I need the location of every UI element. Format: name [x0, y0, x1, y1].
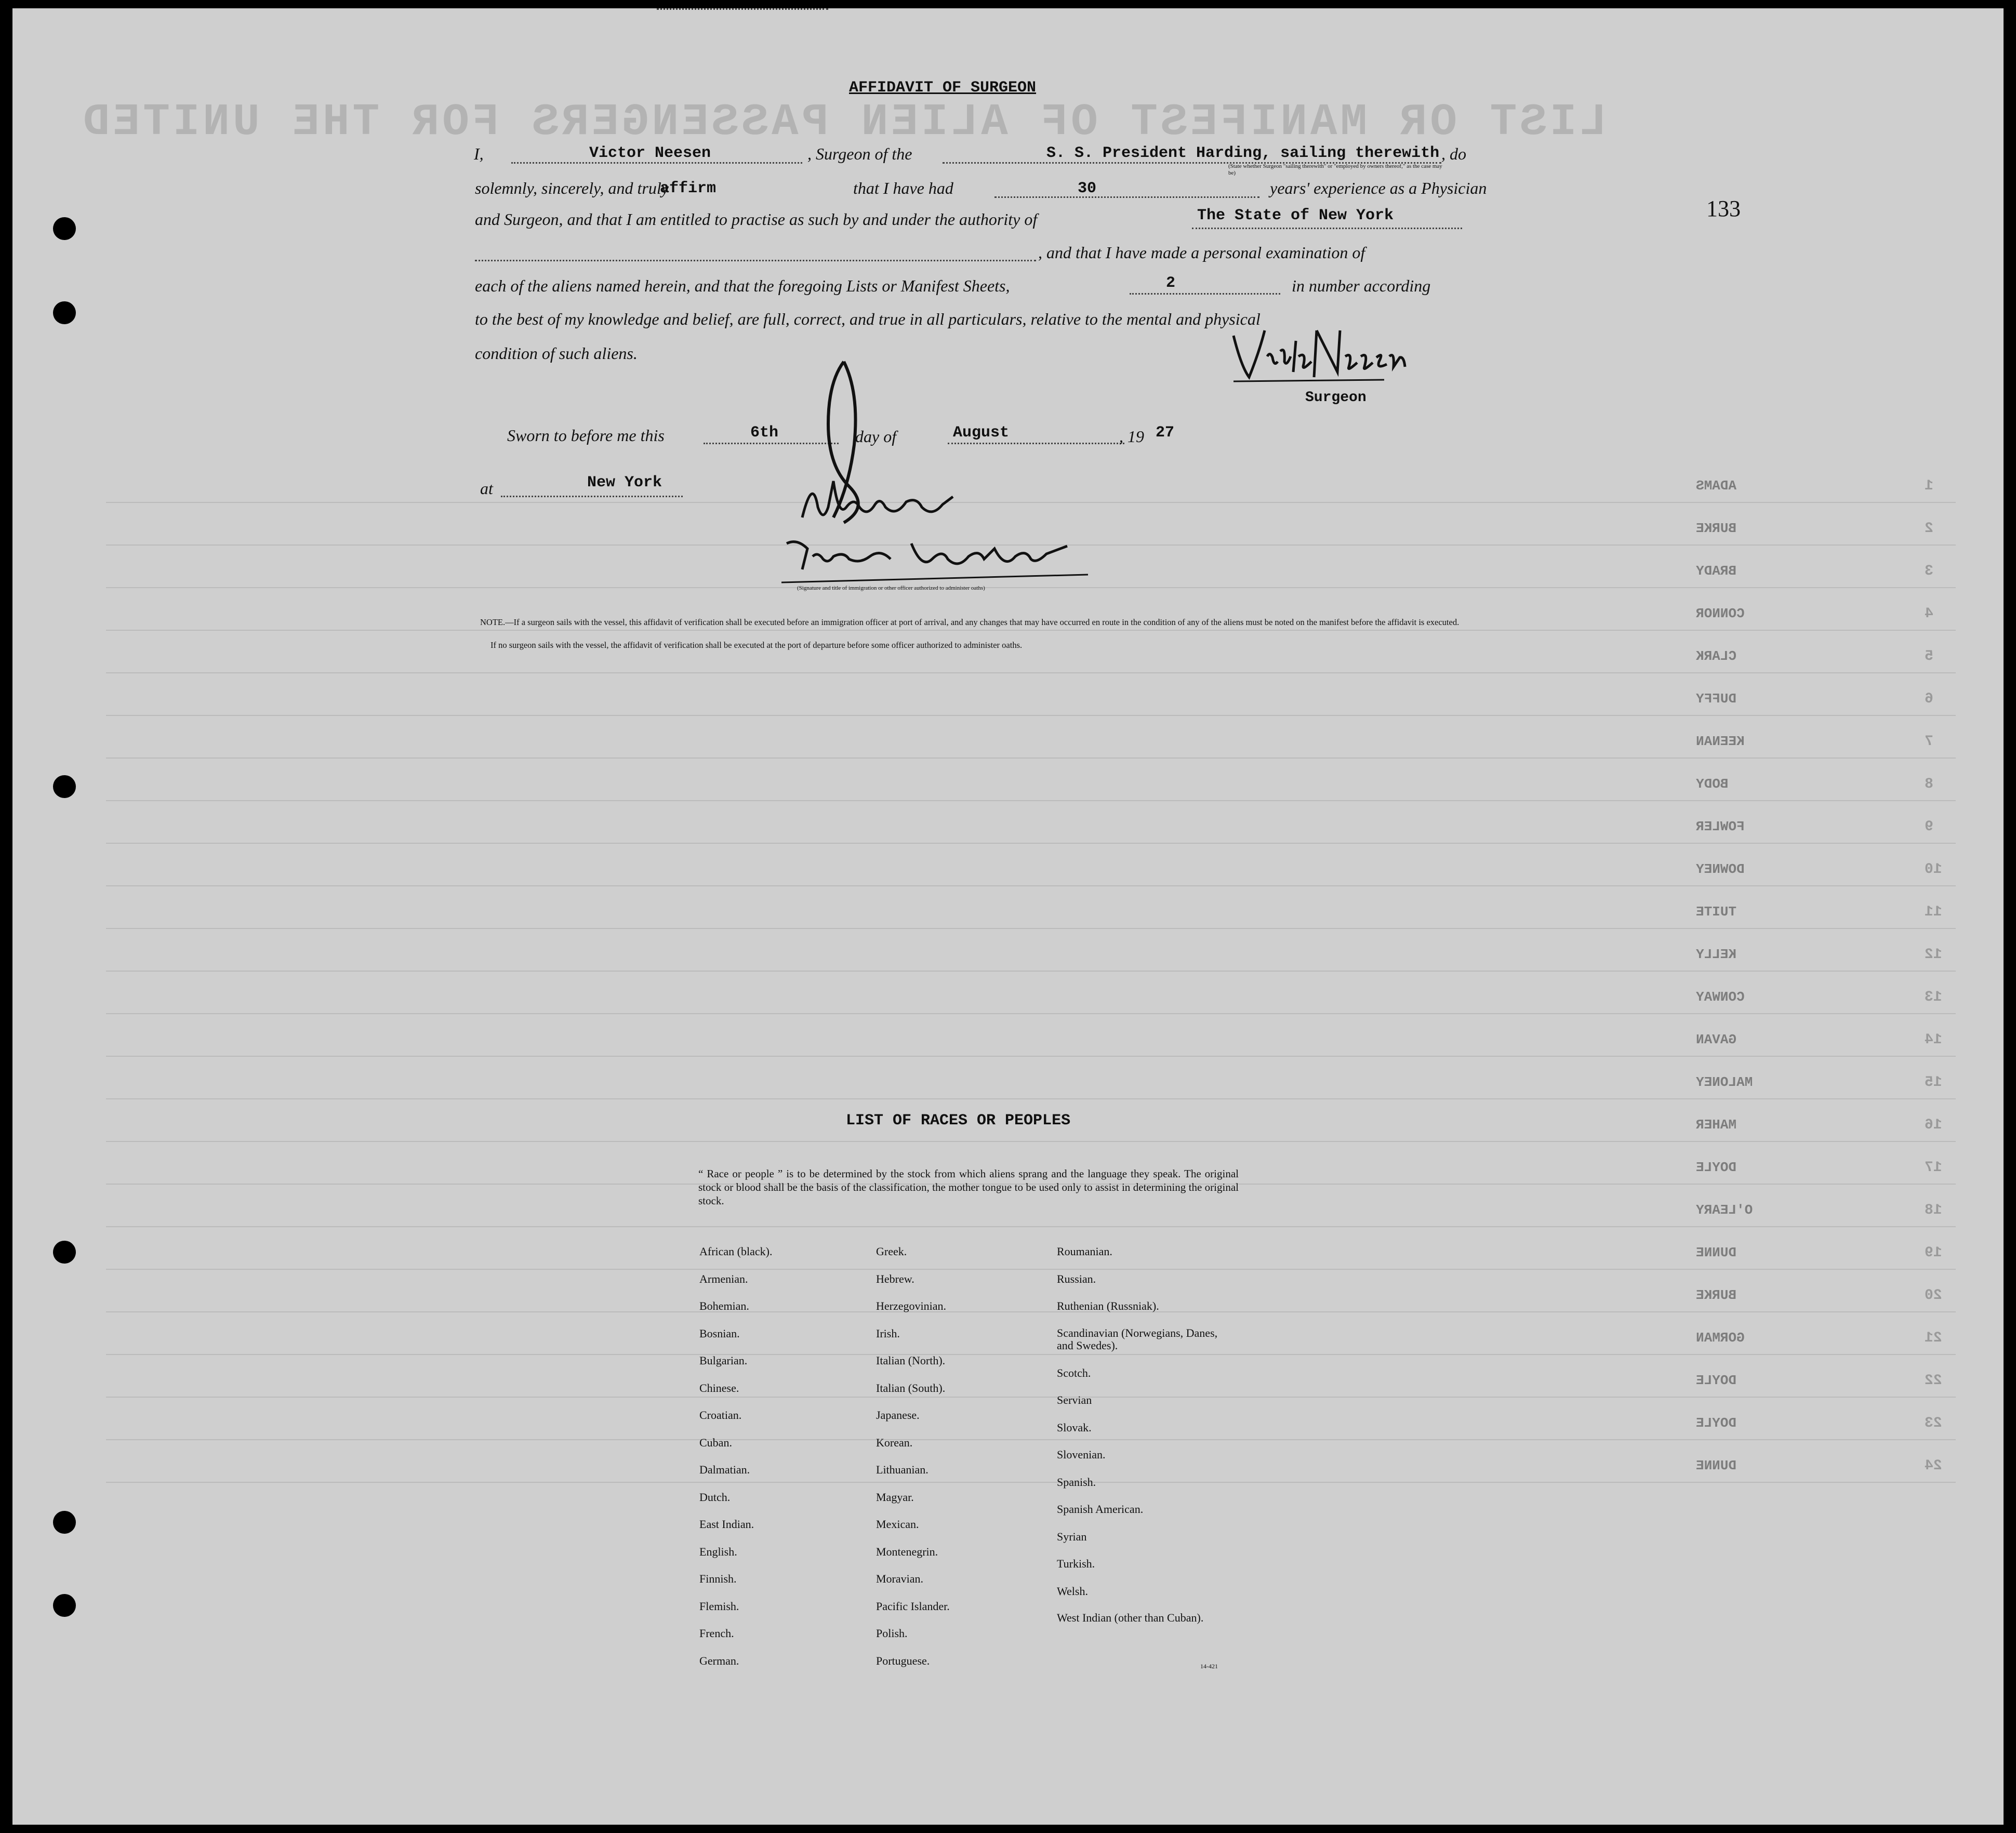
sworn-year-prefix: , 19 — [1119, 427, 1144, 446]
race-item: Roumanian. — [1057, 1245, 1112, 1258]
affidavit-line3-prefix: and Surgeon, and that I am entitled to practise as such by and under the authority of — [475, 210, 1038, 229]
bleed-row-surname: DUNNE — [1696, 1458, 1737, 1473]
race-item: Lithuanian. — [876, 1463, 929, 1476]
bleed-row-number: 2 — [1925, 521, 1933, 537]
sworn-year-suffix: 27 — [1156, 424, 1175, 442]
race-item: Portuguese. — [876, 1654, 930, 1667]
bleed-row-surname: FOWLER — [1696, 819, 1745, 834]
bleed-row-number: 12 — [1925, 947, 1942, 963]
race-item: Irish. — [876, 1326, 900, 1340]
vessel-name: S. S. President Harding, sailing therewith — [1046, 144, 1440, 162]
affidavit-line5-prefix: each of the aliens named herein, and that the foregoing Lists or Manifest Sheets, — [475, 276, 1010, 295]
bleed-row-rule — [106, 1098, 1956, 1099]
manifest-page — [12, 8, 2004, 1825]
race-item: Mexican. — [876, 1518, 919, 1531]
bleed-row-surname: DOWNEY — [1696, 861, 1745, 877]
bleed-row-surname: BURKE — [1696, 521, 1737, 536]
bleed-row-number: 24 — [1925, 1458, 1942, 1474]
race-item: Dutch. — [699, 1490, 731, 1504]
sworn-month: August — [953, 424, 1010, 442]
race-item: Finnish. — [699, 1572, 737, 1585]
bleed-row-surname: CONWAY — [1696, 989, 1745, 1005]
sworn-prefix: Sworn to before me this — [507, 426, 665, 445]
underline — [1192, 228, 1462, 229]
binder-hole — [53, 1594, 76, 1617]
race-item: Bulgarian. — [699, 1354, 748, 1367]
licensing-authority: The State of New York — [1197, 207, 1394, 224]
bleed-row-rule — [106, 1056, 1956, 1057]
bleed-row-rule — [106, 971, 1956, 972]
affidavit-line4: , and that I have made a personal examination of — [1038, 243, 1365, 262]
affidavit-note2: If no surgeon sails with the vessel, the affidavit of verification shall be executed at the port of departure before some officer authorized to administer oaths. — [490, 640, 1023, 650]
underline — [994, 196, 1259, 198]
bleed-row-surname: DUFFY — [1696, 691, 1737, 707]
affidavit-line7: condition of such aliens. — [475, 344, 638, 363]
bleed-row-surname: KELLY — [1696, 947, 1737, 962]
bleed-row-rule — [106, 1354, 1956, 1355]
bleed-row-surname: DOYLE — [1696, 1373, 1737, 1388]
official-signature-caption: (Signature and title of immigration or other officer authorized to administer oaths) — [797, 585, 985, 591]
race-item: Ruthenian (Russniak). — [1057, 1299, 1159, 1312]
bleed-row-rule — [106, 1226, 1956, 1227]
binder-hole — [53, 301, 76, 324]
surgeon-signature — [1228, 320, 1415, 388]
bleed-row-surname: CONNOR — [1696, 606, 1745, 621]
race-item: Welsh. — [1057, 1584, 1088, 1598]
race-item: French. — [699, 1627, 734, 1640]
bleed-row-surname: GAVAN — [1696, 1032, 1737, 1047]
affidavit-line1-mid: , Surgeon of the — [807, 144, 912, 163]
sworn-place: New York — [587, 474, 662, 492]
underline — [475, 260, 1036, 261]
surgeon-name: Victor Neesen — [589, 144, 711, 162]
bleed-row-number: 21 — [1925, 1330, 1942, 1346]
bleed-row-number: 6 — [1925, 691, 1933, 707]
race-item: Scotch. — [1057, 1366, 1091, 1379]
bleed-row-rule — [106, 672, 1956, 673]
race-item: Korean. — [876, 1436, 913, 1449]
surgeon-signature-label: Surgeon — [1305, 390, 1367, 406]
race-item: Spanish. — [1057, 1475, 1096, 1489]
bleed-row-rule — [106, 1397, 1956, 1398]
bleed-row-number: 8 — [1925, 776, 1933, 792]
bleed-row-rule — [106, 843, 1956, 844]
race-item: Chinese. — [699, 1381, 739, 1394]
bleed-row-number: 13 — [1925, 989, 1942, 1005]
race-item: Dalmatian. — [699, 1463, 750, 1476]
bleed-row-number: 4 — [1925, 606, 1933, 622]
bleed-row-number: 11 — [1925, 904, 1942, 920]
race-item: English. — [699, 1545, 737, 1558]
affidavit-line2-mid: that I have had — [853, 179, 953, 197]
race-item: Slovenian. — [1057, 1448, 1106, 1461]
bleed-row-number: 7 — [1925, 734, 1933, 750]
underline — [501, 496, 683, 497]
affidavit-line1-suffix: , do — [1441, 144, 1466, 163]
race-item: Servian — [1057, 1393, 1092, 1406]
race-item: Moravian. — [876, 1572, 924, 1585]
race-item: Cuban. — [699, 1436, 732, 1449]
affidavit-title: AFFIDAVIT OF SURGEON — [849, 79, 1037, 97]
bleed-row-surname: O'LEARY — [1696, 1202, 1753, 1218]
bleed-row-rule — [106, 1013, 1956, 1014]
bleed-through-header: LIST OR MANIFEST OF ALIEN PASSENGERS FOR THE UNITED — [80, 97, 1607, 148]
race-item: Italian (South). — [876, 1381, 946, 1394]
at-prefix: at — [480, 479, 493, 498]
race-item: Bosnian. — [699, 1326, 740, 1340]
race-item: Japanese. — [876, 1409, 920, 1422]
bleed-row-number: 17 — [1925, 1160, 1942, 1176]
bleed-row-surname: GORMAN — [1696, 1330, 1745, 1346]
bleed-row-surname: BRADY — [1696, 563, 1737, 579]
bleed-row-number: 14 — [1925, 1032, 1942, 1048]
race-item: Syrian — [1057, 1530, 1087, 1543]
races-title: LIST OF RACES OR PEOPLES — [846, 1112, 1071, 1130]
manifest-sheet-count: 2 — [1166, 274, 1176, 292]
race-item: Armenian. — [699, 1272, 748, 1285]
affidavit-line1-prefix: I, — [474, 144, 484, 163]
bleed-row-surname: MALONEY — [1696, 1074, 1753, 1090]
affidavit-note1: NOTE.—If a surgeon sails with the vessel, this affidavit of verification shall be executed before an immigration officer at port of arrival, and any changes that may have occurred en route in the condition of any of the aliens must be noted on the manifest before the affidavit is executed. — [480, 617, 1460, 627]
races-intro: “ Race or people ” is to be determined by the stock from which aliens sprang and the language they speak. The original stock or blood shall be the basis of the classification, the mother tongue to be used only to assist in determining the original stock. — [698, 1167, 1239, 1207]
surgeon-status-note: (State whether Surgeon "sailing therewith" or "employed by owners thereof," as the case may be) — [1228, 163, 1442, 176]
binder-hole — [53, 217, 76, 240]
bleed-row-number: 16 — [1925, 1117, 1942, 1133]
race-item: Pacific Islander. — [876, 1599, 950, 1613]
bleed-row-surname: ADAMS — [1696, 478, 1737, 494]
years-experience: 30 — [1078, 180, 1097, 197]
bleed-row-number: 15 — [1925, 1074, 1942, 1091]
race-item: East Indian. — [699, 1518, 754, 1531]
oath-verb: affirm — [660, 180, 717, 197]
bleed-row-number: 3 — [1925, 563, 1933, 579]
binder-hole — [53, 1511, 76, 1534]
binder-hole — [53, 1241, 76, 1264]
race-item: Turkish. — [1057, 1557, 1095, 1570]
bleed-row-number: 22 — [1925, 1373, 1942, 1389]
binder-hole — [53, 775, 76, 798]
bleed-row-number: 23 — [1925, 1415, 1942, 1431]
race-item: Slovak. — [1057, 1420, 1092, 1434]
race-item: Russian. — [1057, 1272, 1096, 1285]
affidavit-line2-suffix: years' experience as a Physician — [1270, 179, 1487, 197]
bleed-row-rule — [106, 885, 1956, 886]
race-item: Croatian. — [699, 1409, 742, 1422]
race-item: Italian (North). — [876, 1354, 946, 1367]
bleed-row-surname: BURKE — [1696, 1287, 1737, 1303]
bleed-row-rule — [106, 1311, 1956, 1312]
bleed-row-number: 10 — [1925, 861, 1942, 878]
bleed-row-rule — [106, 1141, 1956, 1142]
underline — [511, 162, 802, 164]
race-item: Spanish American. — [1057, 1503, 1144, 1516]
sworn-mid: day of — [855, 427, 897, 446]
race-item: African (black). — [699, 1245, 773, 1258]
race-item: West Indian (other than Cuban). — [1057, 1611, 1204, 1624]
bleed-row-surname: DUNNE — [1696, 1245, 1737, 1260]
affidavit-line6: to the best of my knowledge and belief, are full, correct, and true in all particulars, relative to the mental and physical — [475, 310, 1261, 328]
bleed-row-number: 18 — [1925, 1202, 1942, 1218]
bleed-row-rule — [106, 758, 1956, 759]
underline — [657, 8, 828, 10]
bleed-row-rule — [106, 715, 1956, 716]
bleed-row-rule — [106, 1269, 1956, 1270]
sworn-day: 6th — [750, 424, 779, 442]
race-item: Polish. — [876, 1627, 908, 1640]
bleed-row-number: 1 — [1925, 478, 1933, 494]
bleed-row-rule — [106, 630, 1956, 631]
race-item: Herzegovinian. — [876, 1299, 946, 1312]
bleed-row-surname: BODY — [1696, 776, 1729, 792]
bleed-row-surname: DOYLE — [1696, 1415, 1737, 1431]
bleed-row-rule — [106, 1482, 1956, 1483]
race-item: Magyar. — [876, 1490, 914, 1504]
bleed-row-number: 20 — [1925, 1287, 1942, 1304]
bleed-row-number: 5 — [1925, 648, 1933, 665]
race-item: German. — [699, 1654, 739, 1667]
form-number: 14-421 — [1200, 1663, 1218, 1670]
underline — [1130, 293, 1280, 295]
race-item: Flemish. — [699, 1599, 739, 1613]
official-signature — [724, 351, 1119, 595]
bleed-row-rule — [106, 928, 1956, 929]
race-item: Scandinavian (Norwegians, Danes, and Swedes). — [1057, 1326, 1218, 1352]
bleed-row-surname: DOYLE — [1696, 1160, 1737, 1175]
race-item: Montenegrin. — [876, 1545, 938, 1558]
race-item: Greek. — [876, 1245, 907, 1258]
bleed-row-rule — [106, 1439, 1956, 1440]
bleed-row-surname: CLARK — [1696, 648, 1737, 664]
bleed-row-rule — [106, 800, 1956, 801]
bleed-row-number: 9 — [1925, 819, 1933, 835]
affidavit-line2-prefix: solemnly, sincerely, and truly — [475, 179, 669, 197]
affidavit-line5-suffix: in number according — [1292, 276, 1431, 295]
race-item: Hebrew. — [876, 1272, 914, 1285]
bleed-row-surname: TUITE — [1696, 904, 1737, 920]
bleed-row-surname: MAHER — [1696, 1117, 1737, 1133]
page-number: 133 — [1706, 196, 1741, 221]
bleed-row-surname: KEENAN — [1696, 734, 1745, 749]
bleed-row-number: 19 — [1925, 1245, 1942, 1261]
race-item: Bohemian. — [699, 1299, 749, 1312]
